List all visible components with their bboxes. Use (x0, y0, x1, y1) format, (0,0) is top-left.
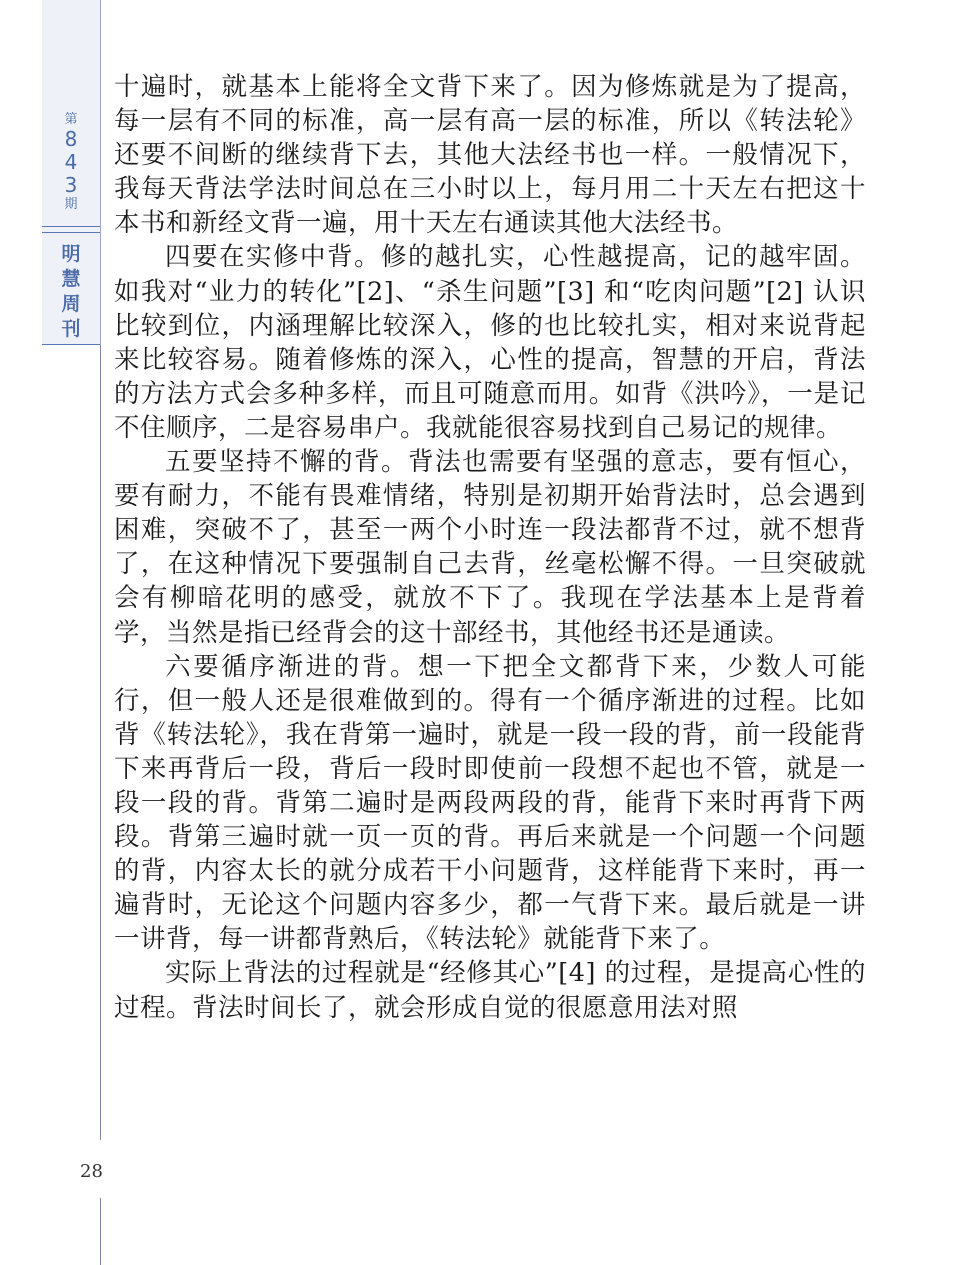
paragraph: 四要在实修中背。修的越扎实，心性越提高，记的越牢固。如我对“业力的转化”[2]、“杀生问题”[3] 和“吃肉问题”[2] 认识比较到位，内涵理解比较深入，修的也比较扎实，相对来说背起来比较容易。随着修炼的深入，心性的提高，智慧的开启，背法的方法方式会多种多样，而且可随意而用。如背《洪吟》，一是记不住顺序，二是容易串户。我就能很容易找到自己易记的规律。 (114, 242, 866, 443)
magazine-name-char: 刊 (61, 318, 81, 340)
magazine-name-char: 慧 (61, 268, 81, 290)
sidebar-bottom-rule (42, 344, 100, 345)
sidebar-divider (42, 232, 100, 233)
issue-digit: 4 (64, 150, 78, 174)
paragraph: 五要坚持不懈的背。背法也需要有坚强的意志，要有恒心，要有耐力，不能有畏难情绪，特别是初期开始背法时，总会遇到困难，突破不了，甚至一两个小时连一段法都背不过，就不想背了，在这种情况下要强制自己去背，丝毫松懈不得。一旦突破就会有柳暗花明的感受，就放不下了。我现在学法基本上是背着学，当然是指已经背会的这十部经书，其他经书还是通读。 (114, 447, 866, 648)
paragraph: 实际上背法的过程就是“经修其心”[4] 的过程，是提高心性的过程。背法时间长了，就会形成自觉的很愿意用法对照 (114, 958, 866, 1023)
magazine-name-char: 明 (61, 243, 81, 265)
issue-sidebar-tab (42, 0, 101, 345)
issue-digit: 8 (64, 127, 78, 151)
magazine-name-char: 周 (61, 293, 81, 315)
page-number: 28 (80, 1161, 103, 1182)
magazine-name (42, 242, 100, 342)
sidebar-divider (42, 226, 100, 227)
article-body (114, 70, 866, 1025)
issue-digit: 3 (64, 173, 78, 197)
issue-prefix: 第 (64, 112, 78, 127)
paragraph: 六要循序渐进的背。想一下把全文都背下来，少数人可能行，但一般人还是很难做到的。得有一个循序渐进的过程。比如背《转法轮》，我在背第一遍时，就是一段一段的背，前一段能背下来再背后一段，背后一段时即使前一段想不起也不管，就是一段一段的背。背第二遍时是两段两段的背，能背下来时再背下两段。背第三遍时就一页一页的背。再后来就是一个问题一个问题的背，内容太长的就分成若干小问题背，这样能背下来时，再一遍背时，无论这个问题内容多少，都一气背下来。最后就是一讲一讲背，每一讲都背熟后，《转法轮》就能背下来了。 (114, 651, 866, 955)
margin-rule (100, 345, 101, 1265)
paragraph: 十遍时，就基本上能将全文背下来了。因为修炼就是为了提高，每一层有不同的标准，高一层有高一层的标准，所以《转法轮》还要不间断的继续背下去，其他大法经书也一样。一般情况下，我每天背法学法时间总在三小时以上，每月用二十天左右把这十本书和新经文背一遍，用十天左右通读其他大法经书。 (114, 72, 866, 239)
issue-suffix: 期 (64, 197, 78, 212)
issue-number (42, 112, 100, 213)
